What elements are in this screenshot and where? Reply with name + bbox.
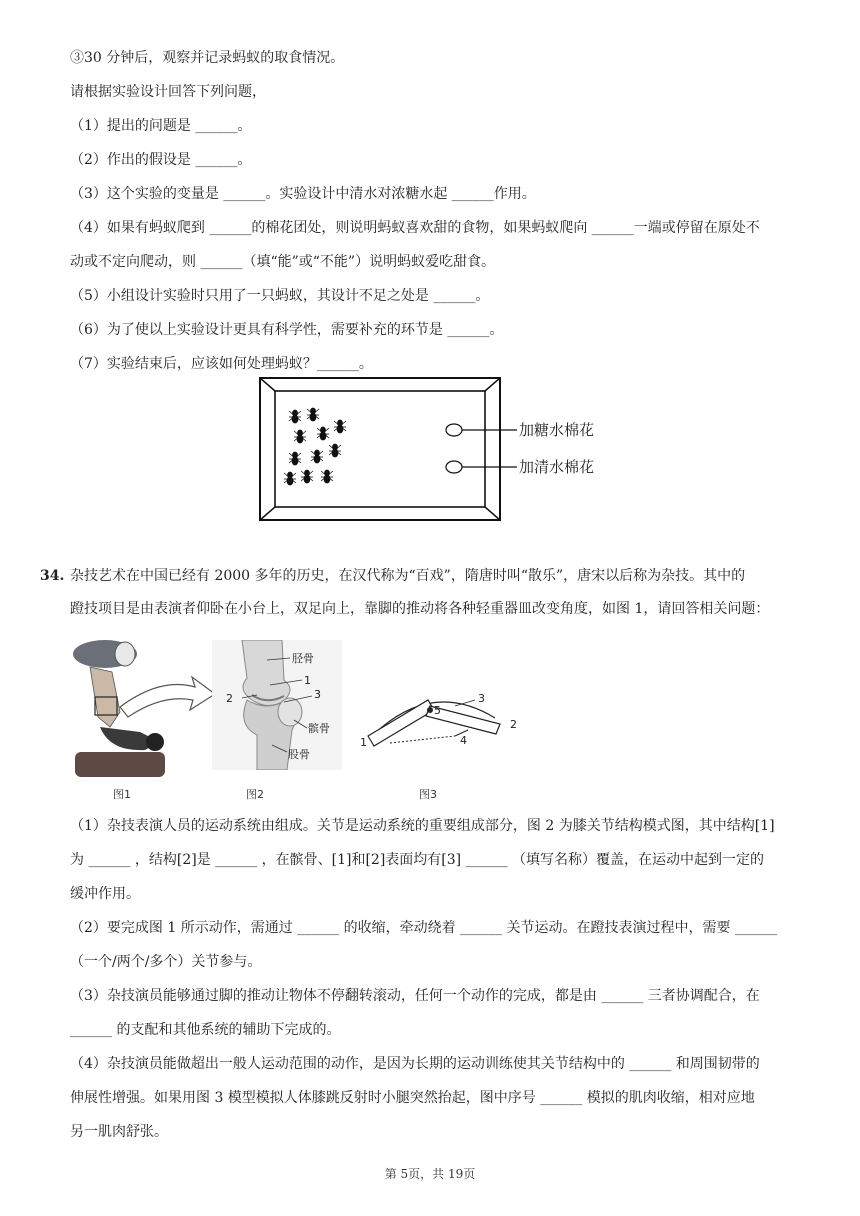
figure-2-knee-joint [212, 640, 342, 770]
question-2: （2）作出的假设是 ______。 [70, 152, 252, 168]
question-34-line-2: 蹬技项目是由表演者仰卧在小台上，双足向上，靠脚的推动将各种轻重器皿改变角度，如图 1，请回答相关问题： [70, 601, 770, 617]
fig2-tibia-label: 胫骨 [292, 652, 314, 665]
q34-sub3-line-2: ______ 的支配和其他系统的辅助下完成的。 [70, 1022, 341, 1038]
question-6: （6）为了使以上实验设计更具有科学性，需要补充的环节是 ______。 [70, 322, 504, 338]
fig3-label-5: 5 [434, 704, 441, 717]
question-3: （3）这个实验的变量是 ______。实验设计中清水对浓糖水起 ______作用。 [70, 186, 536, 202]
figure-3-caption: 图3 [419, 788, 437, 801]
fig2-label-2: 2 [226, 692, 233, 705]
q34-sub4-line-2: 伸展性增强。如果用图 3 模型模拟人体膝跳反射时小腿突然抬起，图中序号 ______ 模拟的肌肉收缩，相对应地 [70, 1090, 755, 1106]
sugar-cotton-label: 加糖水棉花 [519, 421, 595, 439]
figure-3-muscle-model [360, 688, 530, 758]
q34-sub2-line-2: （一个/两个/多个）关节参与。 [70, 954, 262, 970]
q34-sub1-line-1: （1）杂技表演人员的运动系统由组成。关节是运动系统的重要组成部分，图 2 为膝关节结构模式图，其中结构[1] [70, 818, 775, 834]
fig2-label-1: 1 [304, 674, 311, 687]
water-cotton [446, 461, 462, 473]
figure-2-caption: 图2 [246, 788, 264, 801]
fig3-label-2: 2 [510, 718, 517, 731]
fig3-label-1: 1 [360, 736, 367, 749]
water-cotton-label: 加清水棉花 [519, 458, 595, 476]
q34-sub2-line-1: （2）要完成图 1 所示动作，需通过 ______ 的收缩，牵动绕着 ______ 关节运动。在蹬技表演过程中，需要 ______ [70, 920, 777, 936]
q34-sub1-line-2: 为 ______ ，结构[2]是 ______ ，在髌骨、[1]和[2]表面均有[3] ______ （填写名称）覆盖，在运动中起到一定的 [70, 852, 765, 868]
fig3-label-4: 4 [460, 734, 467, 747]
sugar-cotton [446, 424, 462, 436]
question-34-number: 34. [40, 568, 65, 584]
question-34-line-1: 杂技艺术在中国已经有 2000 多年的历史，在汉代称为“百戏”，隋唐时叫“散乐”，唐宋以后称为杂技。其中的 [70, 568, 746, 584]
fig2-patella-label: 髌骨 [308, 722, 330, 735]
figure-1-acrobat [70, 632, 230, 782]
question-7: （7）实验结束后，应该如何处理蚂蚁？______。 [70, 356, 373, 372]
q34-sub3-line-1: （3）杂技演员能够通过脚的推动让物体不停翻转滚动，任何一个动作的完成，都是由 ______ 三者协调配合，在 [70, 988, 760, 1004]
q34-sub1-line-3: 缓冲作用。 [70, 886, 140, 902]
fig2-femur-label: 股骨 [288, 748, 310, 761]
ant-experiment-figure [255, 375, 615, 525]
figure-1-caption: 图1 [113, 788, 131, 801]
q34-sub4-line-3: 另一肌肉舒张。 [70, 1124, 168, 1140]
text-line-2: 请根据实验设计回答下列问题， [70, 84, 266, 100]
question-4-line-2: 动或不定向爬动，则 ______（填“能”或“不能”）说明蚂蚁爱吃甜食。 [70, 254, 496, 270]
question-1: （1）提出的问题是 ______。 [70, 118, 252, 134]
question-4-line-1: （4）如果有蚂蚁爬到 ______的棉花团处，则说明蚂蚁喜欢甜的食物，如果蚂蚁爬向 ______一端或停留在原处不 [70, 220, 760, 236]
question-5: （5）小组设计实验时只用了一只蚂蚁，其设计不足之处是 ______。 [70, 288, 490, 304]
q34-sub4-line-1: （4）杂技演员能做超出一般人运动范围的动作，是因为长期的运动训练使其关节结构中的 ______ 和周围韧带的 [70, 1056, 760, 1072]
page-footer: 第 5页，共 19页 [384, 1167, 476, 1181]
fig3-label-3: 3 [478, 692, 485, 705]
fig2-label-3: 3 [314, 688, 321, 701]
text-line-1: ③30 分钟后，观察并记录蚂蚁的取食情况。 [70, 50, 345, 66]
